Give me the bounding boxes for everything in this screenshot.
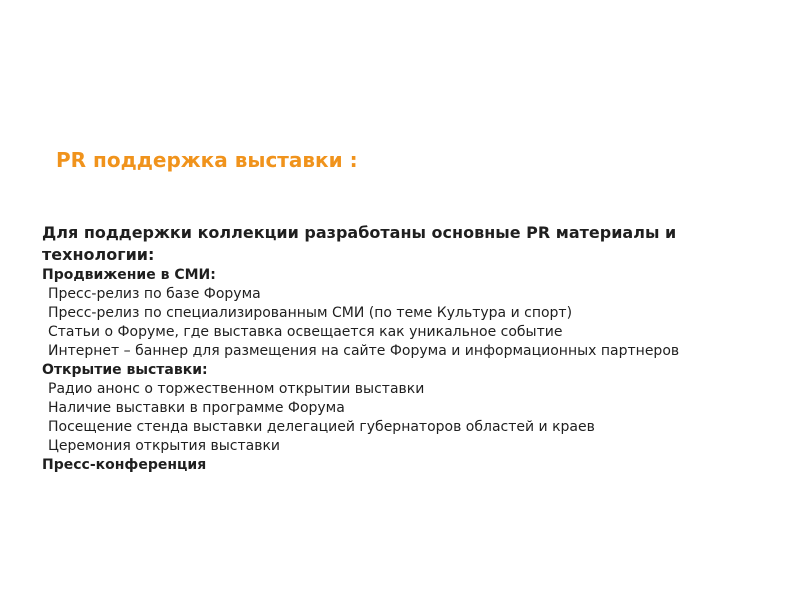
section-heading-press-conference: Пресс-конференция	[42, 457, 207, 473]
section-media	[42, 266, 762, 361]
intro-text: Для поддержки коллекции разработаны основные PR материалы и технологии:	[42, 223, 677, 264]
list-item: Наличие выставки в программе Форума	[48, 400, 345, 416]
list-item: Церемония открытия выставки	[48, 438, 281, 454]
list-item: Статьи о Форуме, где выставка освещается как уникальное событие	[48, 324, 563, 340]
section-heading-opening: Открытие выставки:	[42, 362, 208, 378]
list-item: Интернет – баннер для размещения на сайте Форума и информационных партнеров	[48, 343, 680, 359]
list-item: Пресс-релиз по специализированным СМИ (по теме Культура и спорт)	[48, 305, 573, 321]
list-item: Посещение стенда выставки делегацией губернаторов областей и краев	[48, 419, 595, 435]
list-item: Радио анонс о торжественном открытии выставки	[48, 381, 425, 397]
slide-title: PR поддержка выставки :	[56, 148, 358, 172]
section-opening	[42, 361, 762, 456]
section-heading-media: Продвижение в СМИ:	[42, 267, 216, 283]
slide-body	[42, 222, 762, 475]
section-press-conference	[42, 456, 762, 475]
list-item: Пресс-релиз по базе Форума	[48, 286, 261, 302]
